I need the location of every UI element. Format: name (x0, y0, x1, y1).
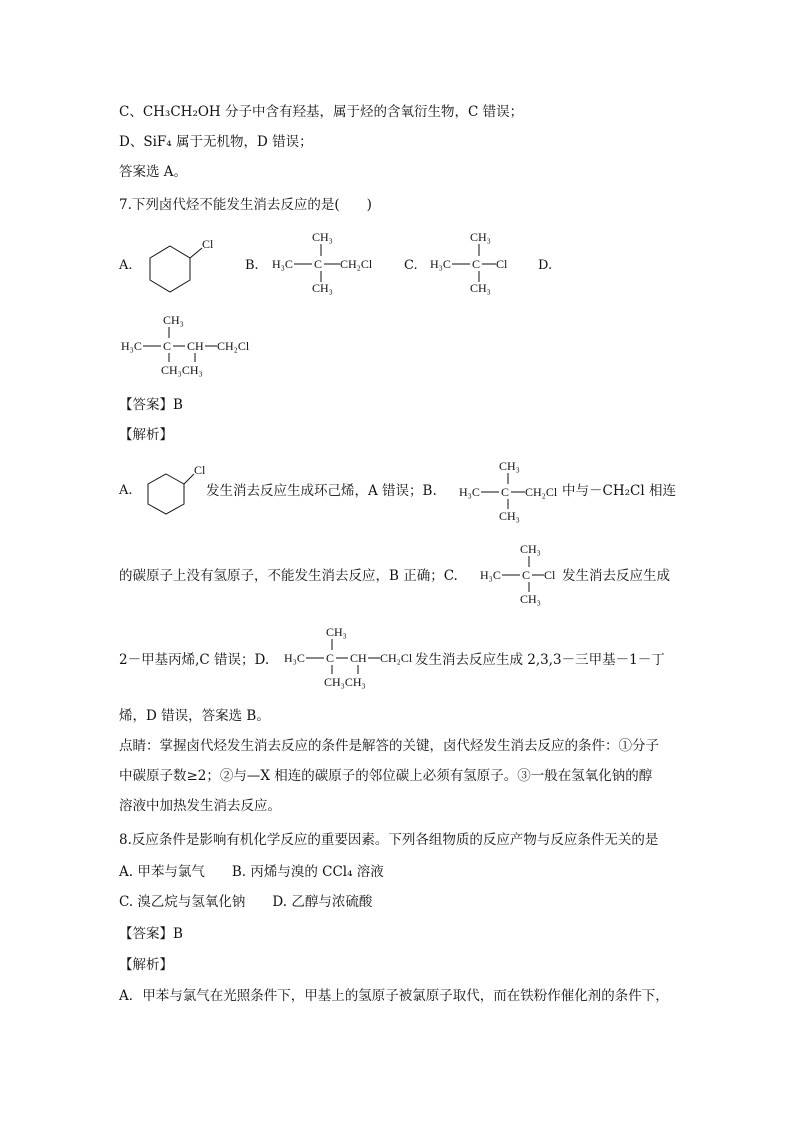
svg-text:Cl: Cl (544, 568, 556, 582)
svg-text:Cl: Cl (194, 463, 206, 477)
hexagon-ring (150, 246, 190, 292)
svg-text:C: C (501, 485, 510, 499)
svg-text:CH₃: CH₃ (520, 592, 541, 606)
h3c-left: H₃C (272, 257, 293, 271)
svg-text:H₃C: H₃C (284, 651, 305, 665)
option-b-label: B. (245, 258, 259, 273)
tip-line-1: 点睛：掌握卤代烃发生消去反应的条件是解答的关键，卤代烃发生消去反应的条件：①分子 (119, 738, 659, 754)
svg-text:CH₂Cl: CH₂Cl (380, 651, 413, 665)
explain-d-structure (282, 622, 422, 692)
svg-text:H₃C: H₃C (459, 485, 480, 499)
c-center: C (314, 257, 323, 271)
explain-a-label: A. (119, 483, 133, 498)
analysis-8-heading: 【解析】 (119, 957, 173, 973)
explain-b-structure (455, 457, 570, 527)
cyclohexyl-chloride-structure (138, 228, 218, 298)
option-d-structure (119, 310, 279, 380)
svg-text:CH₃: CH₃ (499, 509, 520, 523)
ch-label: CH (187, 339, 204, 353)
svg-text:C: C (326, 651, 335, 665)
explain-b-text: 中与－CH₂Cl 相连 (562, 483, 676, 499)
explain-cyclohexyl-structure (140, 462, 210, 522)
explain-b-line2: 的碳原子上没有氢原子，不能发生消去反应，B 正确；C. (119, 568, 458, 584)
analysis-8-line-1: A．甲苯与氯气在光照条件下，甲基上的氢原子被氯原子取代，而在铁粉作催化剂的条件下， (119, 988, 669, 1004)
explain-c-structure (476, 540, 566, 610)
ch3-top: CH₃ (312, 230, 333, 244)
svg-text:CH₂Cl: CH₂Cl (525, 485, 558, 499)
svg-text:CH₃: CH₃ (326, 625, 347, 639)
svg-text:CH₃: CH₃ (499, 459, 520, 473)
explain-c-text: 发生消去反应生成 (562, 568, 670, 584)
explain-c-line2: 2－甲基丙烯,C 错误；D. (119, 652, 270, 668)
svg-text:CH₃CH₃: CH₃CH₃ (324, 675, 366, 689)
tip-line-2: 中碳原子数≥2；②与—X 相连的碳原子的邻位碳上必须有氢原子。③一般在氢氧化钠的醇 (119, 768, 653, 784)
question-8-options-ab: A. 甲苯与氯气 B. 丙烯与溴的 CCl₄ 溶液 (119, 864, 384, 880)
question-8-title: 8.反应条件是影响有机化学反应的重要因素。下列各组物质的反应产物与反应条件无关的是 (119, 832, 659, 848)
cl-right: Cl (496, 257, 508, 271)
svg-text:H₃C: H₃C (480, 568, 501, 582)
svg-text:CH₃: CH₃ (520, 542, 541, 556)
ch3ch3-bottom: CH₃CH₃ (161, 363, 203, 377)
ch3-bottom: CH₃ (312, 281, 333, 295)
ch3-bottom: CH₃ (470, 281, 491, 295)
h3c-left: H₃C (430, 257, 451, 271)
svg-text:C: C (522, 568, 531, 582)
ch2cl-right: CH₂Cl (340, 257, 373, 271)
tip-line-3: 溶液中加热发生消去反应。 (119, 798, 281, 814)
analysis-7-heading: 【解析】 (119, 427, 173, 443)
option-d-label: D. (538, 258, 553, 273)
text-line-answer-a: 答案选 A。 (119, 164, 188, 180)
cl-label: Cl (202, 237, 214, 251)
explain-d-line2: 烯，D 错误，答案选 B。 (119, 708, 270, 724)
bond-line (190, 248, 202, 258)
tert-butyl-chloride-structure (426, 228, 526, 298)
svg-text:CH: CH (350, 651, 367, 665)
ch3-top: CH₃ (470, 230, 491, 244)
answer-7: 【答案】B (119, 397, 183, 413)
option-c-label: C. (404, 258, 418, 273)
ch2cl-right: CH₂Cl (217, 339, 250, 353)
c-center: C (472, 257, 481, 271)
neopentyl-chloride-structure (268, 228, 388, 298)
text-line-d-option: D、SiF₄ 属于无机物，D 错误； (119, 134, 313, 150)
text-line-c-option: C、CH₃CH₂OH 分子中含有羟基，属于烃的含氧衍生物，C 错误； (119, 104, 524, 120)
answer-8: 【答案】B (119, 926, 183, 942)
h3c-left: H₃C (121, 339, 142, 353)
ch3-top: CH₃ (163, 313, 184, 327)
question-8-options-cd: C. 溴乙烷与氢氧化钠 D. 乙醇与浓硫酸 (119, 894, 373, 910)
explain-a-text: 发生消去反应生成环己烯，A 错误；B. (206, 483, 437, 499)
explain-d-text: 发生消去反应生成 2,3,3－三甲基－1－丁 (415, 652, 665, 668)
question-7-title: 7.下列卤代烃不能发生消去反应的是( ) (119, 197, 372, 213)
c-center: C (163, 339, 172, 353)
option-a-label: A. (119, 258, 133, 273)
